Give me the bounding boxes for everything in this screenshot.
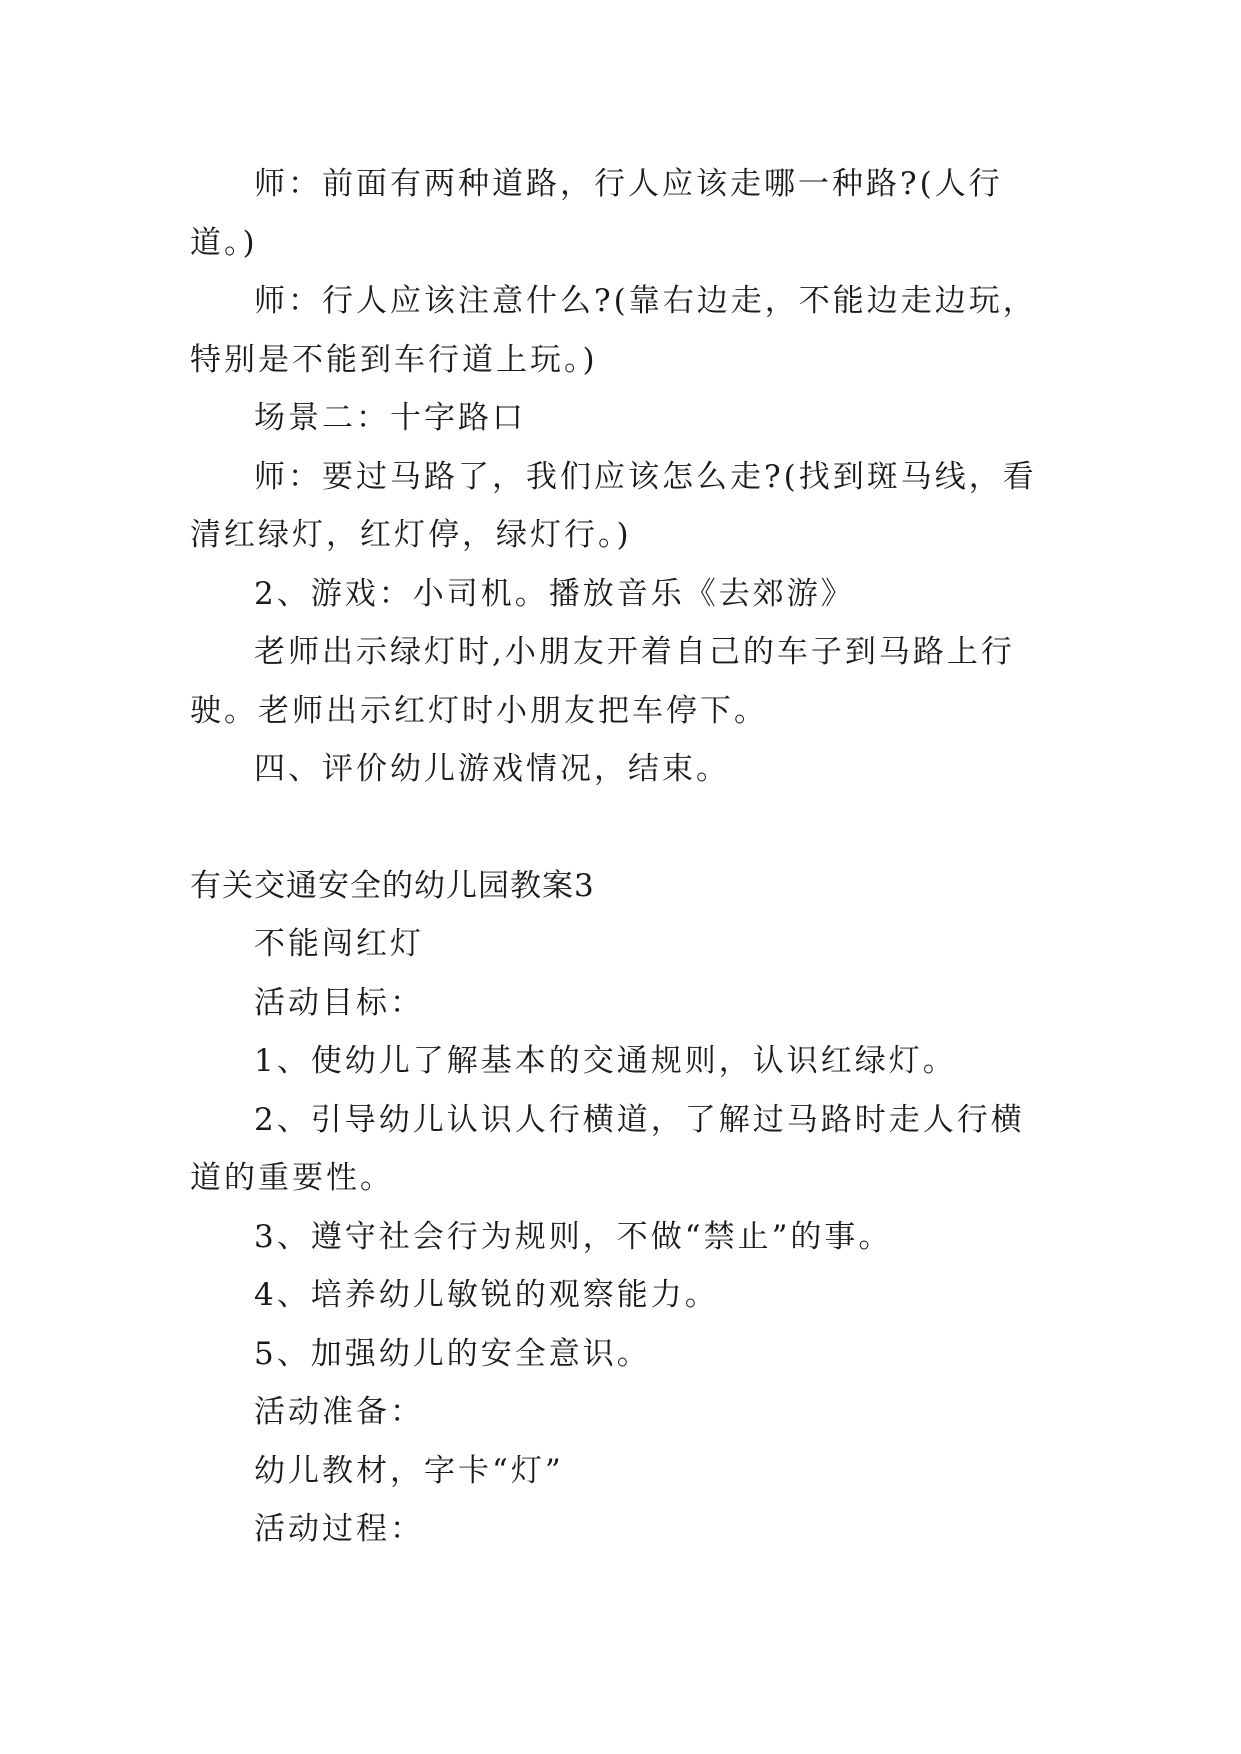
paragraph: 不能闯红灯 <box>254 926 424 962</box>
paragraph: 场景二：十字路口 <box>254 400 526 436</box>
paragraph: 师：前面有两种道路，行人应该走哪一种路?(人行道。) <box>190 166 1003 261</box>
document-page <box>190 155 1056 1559</box>
section-gap <box>190 799 1056 857</box>
paragraph: 5、加强幼儿的安全意识。 <box>254 1335 651 1372</box>
paragraph: 幼儿教材，字卡“灯” <box>254 1452 564 1489</box>
paragraph: 师：要过马路了，我们应该怎么走?(找到斑马线，看清红绿灯，红灯停，绿灯行。) <box>190 458 1037 553</box>
paragraph: 2、引导幼儿认识人行横道，了解过马路时走人行横道的重要性。 <box>190 1101 1025 1196</box>
paragraph: 2、游戏：小司机。播放音乐《去郊游》 <box>254 575 855 612</box>
paragraph: 老师出示绿灯时,小朋友开着自己的车子到马路上行驶。老师出示红灯时小朋友把车停下。 <box>190 634 1015 729</box>
paragraph: 活动过程： <box>254 1511 424 1547</box>
paragraph: 活动准备： <box>254 1394 424 1430</box>
section-title: 有关交通安全的幼儿园教案3 <box>190 867 595 904</box>
paragraph: 3、遵守社会行为规则，不做“禁止”的事。 <box>254 1218 893 1255</box>
paragraph: 4、培养幼儿敏锐的观察能力。 <box>254 1277 719 1313</box>
paragraph: 师：行人应该注意什么?(靠右边走，不能边走边玩，特别是不能到车行道上玩。) <box>190 283 1037 378</box>
paragraph: 活动目标： <box>254 984 424 1021</box>
paragraph: 四、评价幼儿游戏情况，结束。 <box>254 751 730 787</box>
paragraph: 1、使幼儿了解基本的交通规则，认识红绿灯。 <box>254 1043 957 1079</box>
